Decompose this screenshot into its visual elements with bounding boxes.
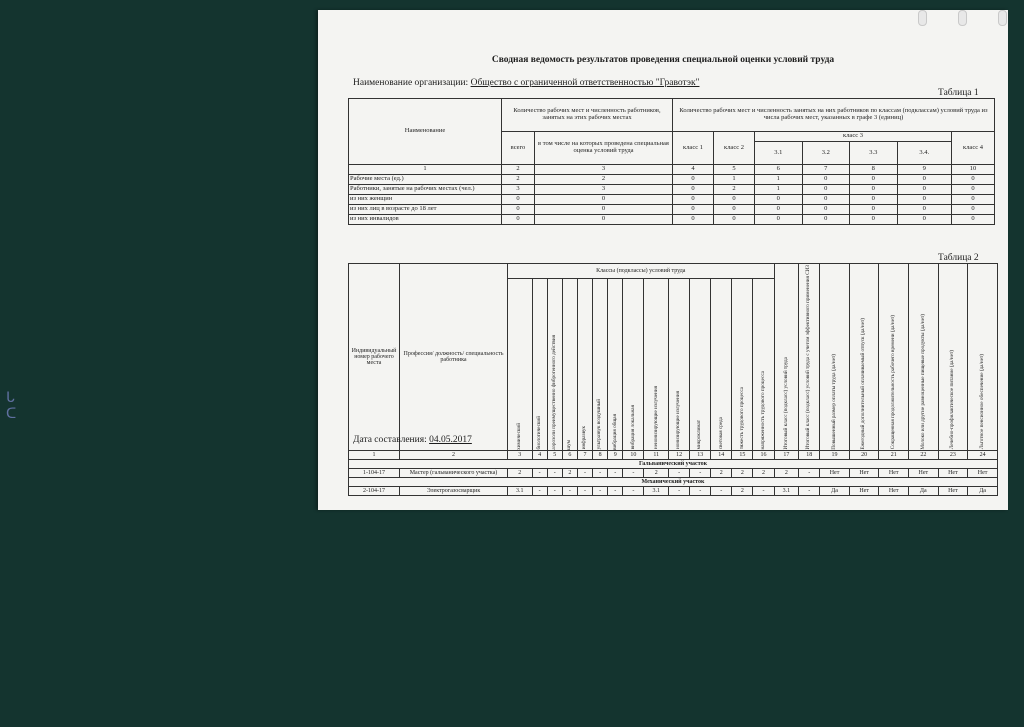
column-number: 4 (673, 165, 714, 175)
factor-column-label: инфразвук (581, 426, 588, 450)
table-cell: 1 (714, 175, 755, 185)
binding-ring (918, 10, 927, 26)
t2-header-classes: Классы (подклассы) условий труда (508, 264, 775, 279)
table-row (349, 215, 995, 225)
factor-column-header (562, 278, 577, 451)
extra-column-label: Лечебно-профилактическое питание (да/нет) (949, 350, 956, 450)
table-cell: 0 (714, 215, 755, 225)
factor-column-label: шум (566, 439, 573, 450)
factor-column-header (593, 278, 608, 451)
extra-column-header (849, 264, 879, 451)
date-value: 04.05.2017 (429, 435, 472, 445)
table-cell: 0 (502, 205, 535, 215)
extra-column-header (968, 264, 998, 451)
factor-column-label: вибрация общая (611, 413, 618, 450)
table-cell: Нет (849, 487, 879, 496)
table-cell: 0 (897, 175, 952, 185)
table-cell: - (711, 487, 732, 496)
t1-header-assessed: в том числе на которых проведена специальная оценка условий труда (535, 132, 673, 165)
column-number: 17 (774, 451, 799, 460)
t2-section-mechanical: Механический участок (349, 478, 998, 487)
column-number: 3 (508, 451, 533, 460)
column-number: 22 (909, 451, 939, 460)
factor-column-header (711, 278, 732, 451)
table-cell: 0 (897, 185, 952, 195)
table-row (349, 195, 995, 205)
binding-rings (918, 10, 1024, 24)
table-cell: 0 (673, 205, 714, 215)
date-line (353, 435, 472, 445)
table-cell: - (547, 487, 562, 496)
table-cell: 1 (755, 185, 803, 195)
table-cell: 0 (673, 185, 714, 195)
table-cell: 0 (952, 195, 995, 205)
extra-column-header (774, 264, 799, 451)
table-cell: Да (909, 487, 939, 496)
table-cell: 0 (952, 175, 995, 185)
margin-pen-mark: ᒐ ᑕ (6, 390, 17, 422)
table-cell: - (577, 469, 592, 478)
table2-caption: Таблица 2 (938, 253, 979, 263)
organization-value: Общество с ограниченной ответственностью "Гравотэк" (470, 78, 700, 88)
factor-column-header (690, 278, 711, 451)
factor-column-label: напряженность трудового процесса (759, 370, 766, 450)
column-number: 20 (849, 451, 879, 460)
table-cell: 0 (755, 195, 803, 205)
table-cell: 3.1 (508, 487, 533, 496)
table-cell: 0 (802, 195, 850, 205)
table-cell: - (753, 487, 774, 496)
t1-header-classes: Количество рабочих мест и численность занятых на них работников по классам (подклассам) условий труда из числа рабочих мест, указанных в графе 3 (единиц) (673, 99, 995, 132)
column-number: 10 (952, 165, 995, 175)
table-cell: 3.1 (644, 487, 669, 496)
column-number: 14 (711, 451, 732, 460)
table-cell: 1 (755, 175, 803, 185)
table-cell: Нет (879, 469, 909, 478)
column-number: 16 (753, 451, 774, 460)
t1-header-count: Количество рабочих мест и численность работников, занятых на этих рабочих местах (502, 99, 673, 132)
table-cell: - (623, 487, 644, 496)
table-cell: - (690, 487, 711, 496)
table-cell: 0 (850, 215, 898, 225)
table-cell: 2 (502, 175, 535, 185)
factor-column-header (547, 278, 562, 451)
table-cell: 0 (897, 195, 952, 205)
column-number: 10 (623, 451, 644, 460)
column-number: 2 (502, 165, 535, 175)
table-cell: - (532, 469, 547, 478)
table-cell: 0 (673, 195, 714, 205)
t1-header-class4: класс 4 (952, 132, 995, 165)
t1-header-3-1: 3.1 (755, 142, 803, 165)
t1-header-class1: класс 1 (673, 132, 714, 165)
factor-column-header (532, 278, 547, 451)
row-label: из них лиц в возрасте до 18 лет (349, 205, 502, 215)
factor-column-label: биологический (535, 415, 542, 450)
factor-column-label: вибрация локальная (629, 405, 636, 450)
extra-column-header (799, 264, 820, 451)
table-cell: 2 (644, 469, 669, 478)
t1-header-name: Наименование (349, 99, 502, 165)
extra-column-label: Итоговый класс (подкласс) условий труда (782, 356, 789, 450)
t1-number-row (349, 165, 995, 175)
table-cell: 0 (802, 205, 850, 215)
table-cell: 2 (753, 469, 774, 478)
table1-caption: Таблица 1 (938, 88, 979, 98)
table-cell: - (669, 469, 690, 478)
table-cell: 0 (850, 195, 898, 205)
table-cell: 2 (562, 469, 577, 478)
t1-header-class3: класс 3 (755, 132, 952, 142)
table-cell: 0 (850, 205, 898, 215)
factor-column-header (644, 278, 669, 451)
table-cell: - (608, 487, 623, 496)
profession: Электрогазосварщик (400, 487, 508, 496)
extra-column-label: Сокращенная продолжительность рабочего времени (да/нет) (889, 315, 896, 450)
binding-ring (958, 10, 967, 26)
table-cell: 2 (711, 469, 732, 478)
table-cell: Нет (849, 469, 879, 478)
extra-column-label: Ежегодный дополнительный оплачиваемый отпуск (да/нет) (860, 317, 867, 450)
table-cell: 3 (535, 185, 673, 195)
extra-column-header (938, 264, 968, 451)
t2-row-2 (349, 487, 998, 496)
table-cell: 0 (897, 215, 952, 225)
column-number: 7 (802, 165, 850, 175)
extra-column-label: Молоко или другие равноценные пищевые продукты (да/нет) (919, 313, 926, 450)
extra-column-label: Повышенный размер оплаты труда (да/нет) (830, 353, 837, 450)
table-cell: 2 (774, 469, 799, 478)
row-label: из них женщин (349, 195, 502, 205)
factor-column-label: аэрозоли преимущественно фиброгенного действия (551, 334, 558, 450)
table-cell: 0 (802, 185, 850, 195)
extra-column-label: Льготное пенсионное обеспечение (да/нет) (978, 354, 985, 450)
profession: Мастер (гальванического участка) (400, 469, 508, 478)
table-cell: 2 (535, 175, 673, 185)
binding-ring (998, 10, 1007, 26)
table-cell: 0 (952, 185, 995, 195)
extra-column-header (820, 264, 850, 451)
factor-column-header (608, 278, 623, 451)
t1-header-3-4: 3.4. (897, 142, 952, 165)
table-cell: 2 (714, 185, 755, 195)
table-cell: 0 (714, 195, 755, 205)
table-cell: - (623, 469, 644, 478)
document-title: Сводная ведомость результатов проведения специальной оценки условий труда (491, 55, 835, 65)
table-cell: Нет (820, 469, 850, 478)
table-row (349, 205, 995, 215)
table-cell: 0 (535, 205, 673, 215)
column-number: 6 (562, 451, 577, 460)
t1-header-total: всего (502, 132, 535, 165)
table-cell: 0 (535, 195, 673, 205)
t1-header-class2: класс 2 (714, 132, 755, 165)
factor-column-header (753, 278, 774, 451)
t2-number-row (349, 451, 998, 460)
table-cell: 2 (732, 469, 753, 478)
table-cell: 3.1 (774, 487, 799, 496)
column-number: 7 (577, 451, 592, 460)
table-cell: Нет (909, 469, 939, 478)
table-cell: - (608, 469, 623, 478)
column-number: 15 (732, 451, 753, 460)
extra-column-label: Итоговый класс (подкласс) условий труда с учетом эффективного применения СИЗ (805, 265, 812, 450)
table-cell: - (799, 469, 820, 478)
table-cell: 0 (952, 215, 995, 225)
factor-column-label: световая среда (717, 417, 724, 450)
extra-column-header (909, 264, 939, 451)
table-cell: Нет (938, 469, 968, 478)
table-cell: 0 (952, 205, 995, 215)
table-row (349, 175, 995, 185)
table-cell: 0 (755, 215, 803, 225)
t1-header-3-3: 3.3 (850, 142, 898, 165)
factor-column-label: неионизирующие излучения (652, 386, 659, 450)
t2-row-1 (349, 469, 998, 478)
column-number: 12 (669, 451, 690, 460)
workplace-id: 1-104-17 (349, 469, 400, 478)
organization-label: Наименование организации: (353, 78, 469, 88)
column-number: 8 (850, 165, 898, 175)
table-cell: 0 (850, 185, 898, 195)
table-cell: 2 (508, 469, 533, 478)
column-number: 1 (349, 451, 400, 460)
column-number: 1 (349, 165, 502, 175)
table-cell: 0 (802, 175, 850, 185)
table-cell: - (532, 487, 547, 496)
table2 (348, 263, 998, 496)
factor-column-label: микроклимат (696, 420, 703, 450)
table-cell: 0 (755, 205, 803, 215)
column-number: 8 (593, 451, 608, 460)
table-cell: 3 (502, 185, 535, 195)
row-label: Рабочие места (ед.) (349, 175, 502, 185)
workplace-id: 2-104-17 (349, 487, 400, 496)
column-number: 11 (644, 451, 669, 460)
factor-column-label: ионизирующие излучения (675, 391, 682, 450)
column-number: 19 (820, 451, 850, 460)
row-label: из них инвалидов (349, 215, 502, 225)
column-number: 2 (400, 451, 508, 460)
column-number: 5 (714, 165, 755, 175)
factor-column-header (508, 278, 533, 451)
table-row (349, 185, 995, 195)
column-number: 24 (968, 451, 998, 460)
column-number: 9 (897, 165, 952, 175)
column-number: 21 (879, 451, 909, 460)
table-cell: - (547, 469, 562, 478)
document-page (318, 10, 1008, 510)
table-cell: 0 (850, 175, 898, 185)
table-cell: Нет (938, 487, 968, 496)
column-number: 4 (532, 451, 547, 460)
table-cell: Да (820, 487, 850, 496)
table-cell: - (799, 487, 820, 496)
column-number: 18 (799, 451, 820, 460)
column-number: 6 (755, 165, 803, 175)
extra-column-header (879, 264, 909, 451)
date-label: Дата составления: (353, 435, 427, 445)
table-cell: 0 (802, 215, 850, 225)
t2-section-galvanic: Гальванический участок (349, 460, 998, 469)
table-cell: 0 (502, 215, 535, 225)
table-cell: 2 (732, 487, 753, 496)
factor-column-label: ультразвук воздушный (596, 399, 603, 450)
table-cell: - (562, 487, 577, 496)
factor-column-header (623, 278, 644, 451)
table-cell: - (690, 469, 711, 478)
table-cell: Нет (879, 487, 909, 496)
factor-column-label: химический (516, 422, 523, 450)
column-number: 23 (938, 451, 968, 460)
table-cell: 0 (714, 205, 755, 215)
table-cell: 0 (897, 205, 952, 215)
table-cell: - (593, 487, 608, 496)
t2-header-id: Индивидуальный номер рабочего места (349, 264, 400, 451)
table-cell: 0 (673, 215, 714, 225)
table-cell: Нет (968, 469, 998, 478)
table-cell: 0 (535, 215, 673, 225)
t1-header-3-2: 3.2 (802, 142, 850, 165)
table-cell: 0 (673, 175, 714, 185)
table-cell: - (577, 487, 592, 496)
table-cell: - (593, 469, 608, 478)
column-number: 13 (690, 451, 711, 460)
column-number: 5 (547, 451, 562, 460)
row-label: Работники, занятые на рабочих местах (чел.) (349, 185, 502, 195)
t2-header-profession: Профессия/ должность/ специальность работника (400, 264, 508, 451)
table-cell: Да (968, 487, 998, 496)
factor-column-header (577, 278, 592, 451)
table-cell: 0 (502, 195, 535, 205)
factor-column-header (732, 278, 753, 451)
table1 (348, 98, 995, 225)
factor-column-header (669, 278, 690, 451)
table-cell: - (669, 487, 690, 496)
column-number: 3 (535, 165, 673, 175)
organization-line (353, 78, 699, 88)
factor-column-label: тяжесть трудового процесса (738, 387, 745, 450)
column-number: 9 (608, 451, 623, 460)
